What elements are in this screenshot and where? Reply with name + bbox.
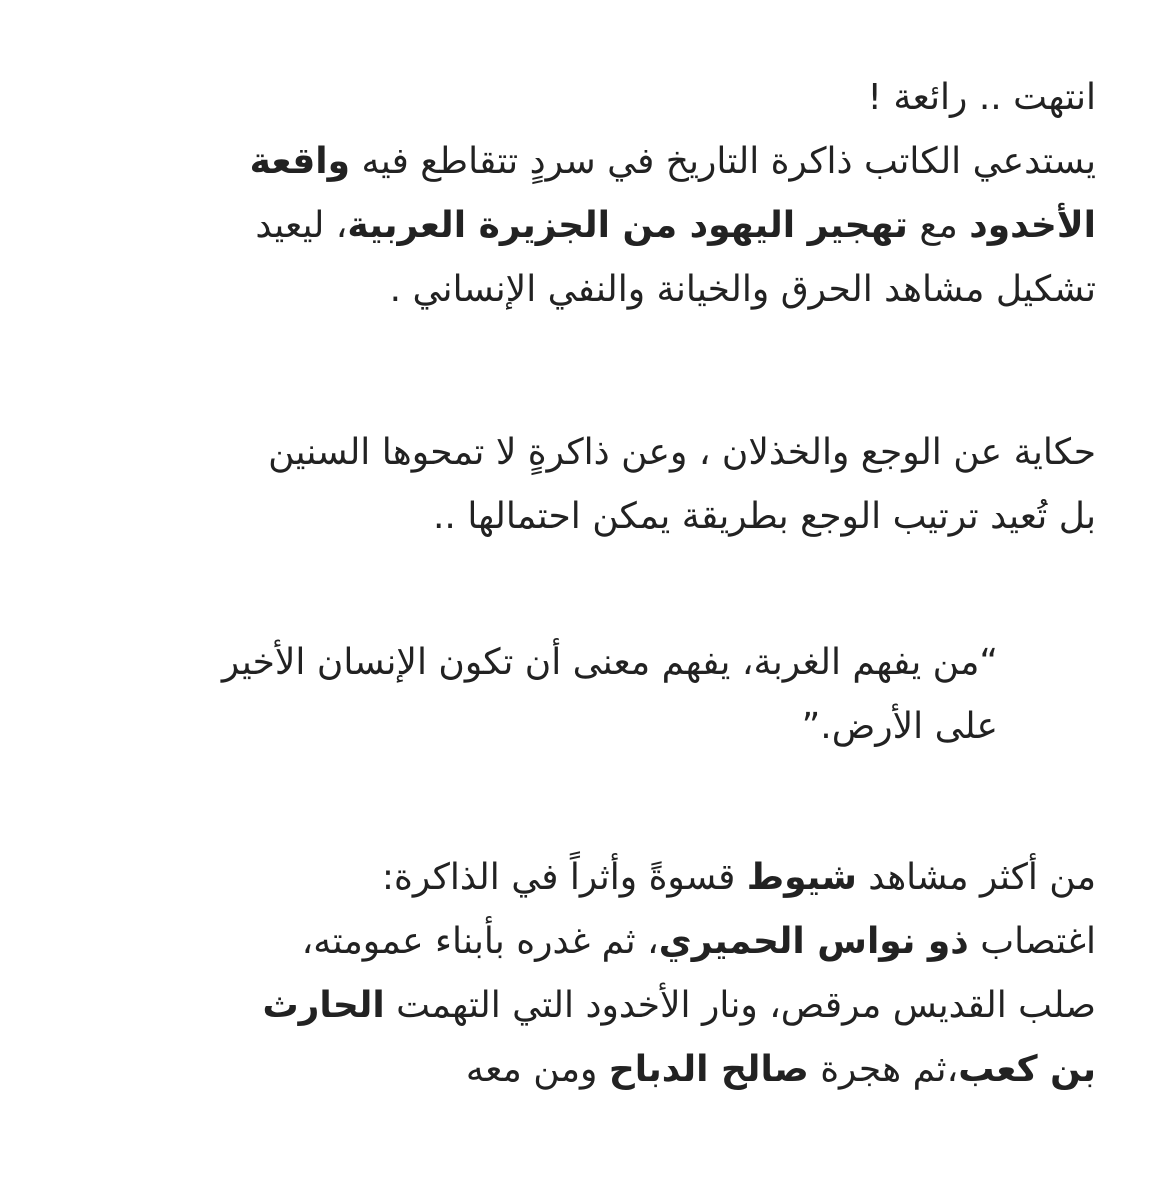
intro-line-3-end: ، ليعيد — [255, 205, 348, 246]
intro-line-2 — [76, 130, 1096, 194]
bold-dhu-nuwas: ذو نواس الحميري — [658, 921, 969, 962]
scenes-line-3 — [76, 974, 1096, 1038]
intro-line-1-text: انتهت .. رائعة ! — [867, 77, 1096, 118]
scenes-line-3-start: صلب القديس مرقص، ونار الأخدود التي التهمت — [384, 985, 1096, 1026]
scenes-paragraph — [76, 846, 1096, 1102]
intro-line-3-mid: مع — [907, 205, 970, 246]
scenes-line-2-end: ، ثم غدره بأبناء عمومته، — [301, 921, 659, 962]
intro-line-4-text: تشكيل مشاهد الحرق والخيانة والنفي الإنساني . — [389, 269, 1096, 310]
scenes-line-4-end: ومن معه — [465, 1049, 609, 1090]
intro-line-2-text: يستدعي الكاتب ذاكرة التاريخ في سردٍ تتقاطع فيه — [350, 141, 1096, 182]
scenes-line-2 — [76, 910, 1096, 974]
intro-line-4 — [76, 258, 1096, 322]
scenes-line-4 — [76, 1038, 1096, 1102]
story-line-1-text: حكاية عن الوجع والخذلان ، وعن ذاكرةٍ لا تمحوها السنين — [268, 432, 1096, 473]
bold-salih: صالح الدباح — [608, 1049, 809, 1090]
bold-event-name: واقعة — [249, 141, 351, 182]
story-line-2-text: بل تُعيد ترتيب الوجع بطريقة يمكن احتمالها .. — [432, 496, 1096, 537]
story-paragraph — [76, 421, 1096, 549]
book-quote — [78, 631, 998, 759]
scenes-line-4-mid: ،ثم هجرة — [808, 1049, 959, 1090]
intro-line-1 — [76, 66, 1096, 130]
bold-harith: الحارث — [262, 985, 385, 1026]
intro-paragraph — [76, 66, 1096, 322]
intro-line-3 — [76, 194, 1096, 258]
quote-line-1-text: “من يفهم الغربة، يفهم معنى أن تكون الإنسان الأخير — [221, 642, 998, 683]
scenes-line-1-end: قسوةً وأثراً في الذاكرة: — [381, 857, 747, 898]
quote-line-2-text: على الأرض.” — [801, 706, 998, 747]
bold-ukhdood: الأخدود — [969, 205, 1096, 246]
story-line-1 — [76, 421, 1096, 485]
quote-line-1 — [78, 631, 998, 695]
bold-book-title: شيوط — [746, 857, 857, 898]
scenes-line-2-start: اغتصاب — [968, 921, 1096, 962]
scenes-line-1-start: من أكثر مشاهد — [856, 857, 1096, 898]
bold-expulsion: تهجير اليهود من الجزيرة العربية — [347, 205, 908, 246]
scenes-line-1 — [76, 846, 1096, 910]
quote-line-2 — [78, 695, 998, 759]
bold-bin-kaab: بن كعب — [958, 1049, 1096, 1090]
story-line-2 — [76, 485, 1096, 549]
